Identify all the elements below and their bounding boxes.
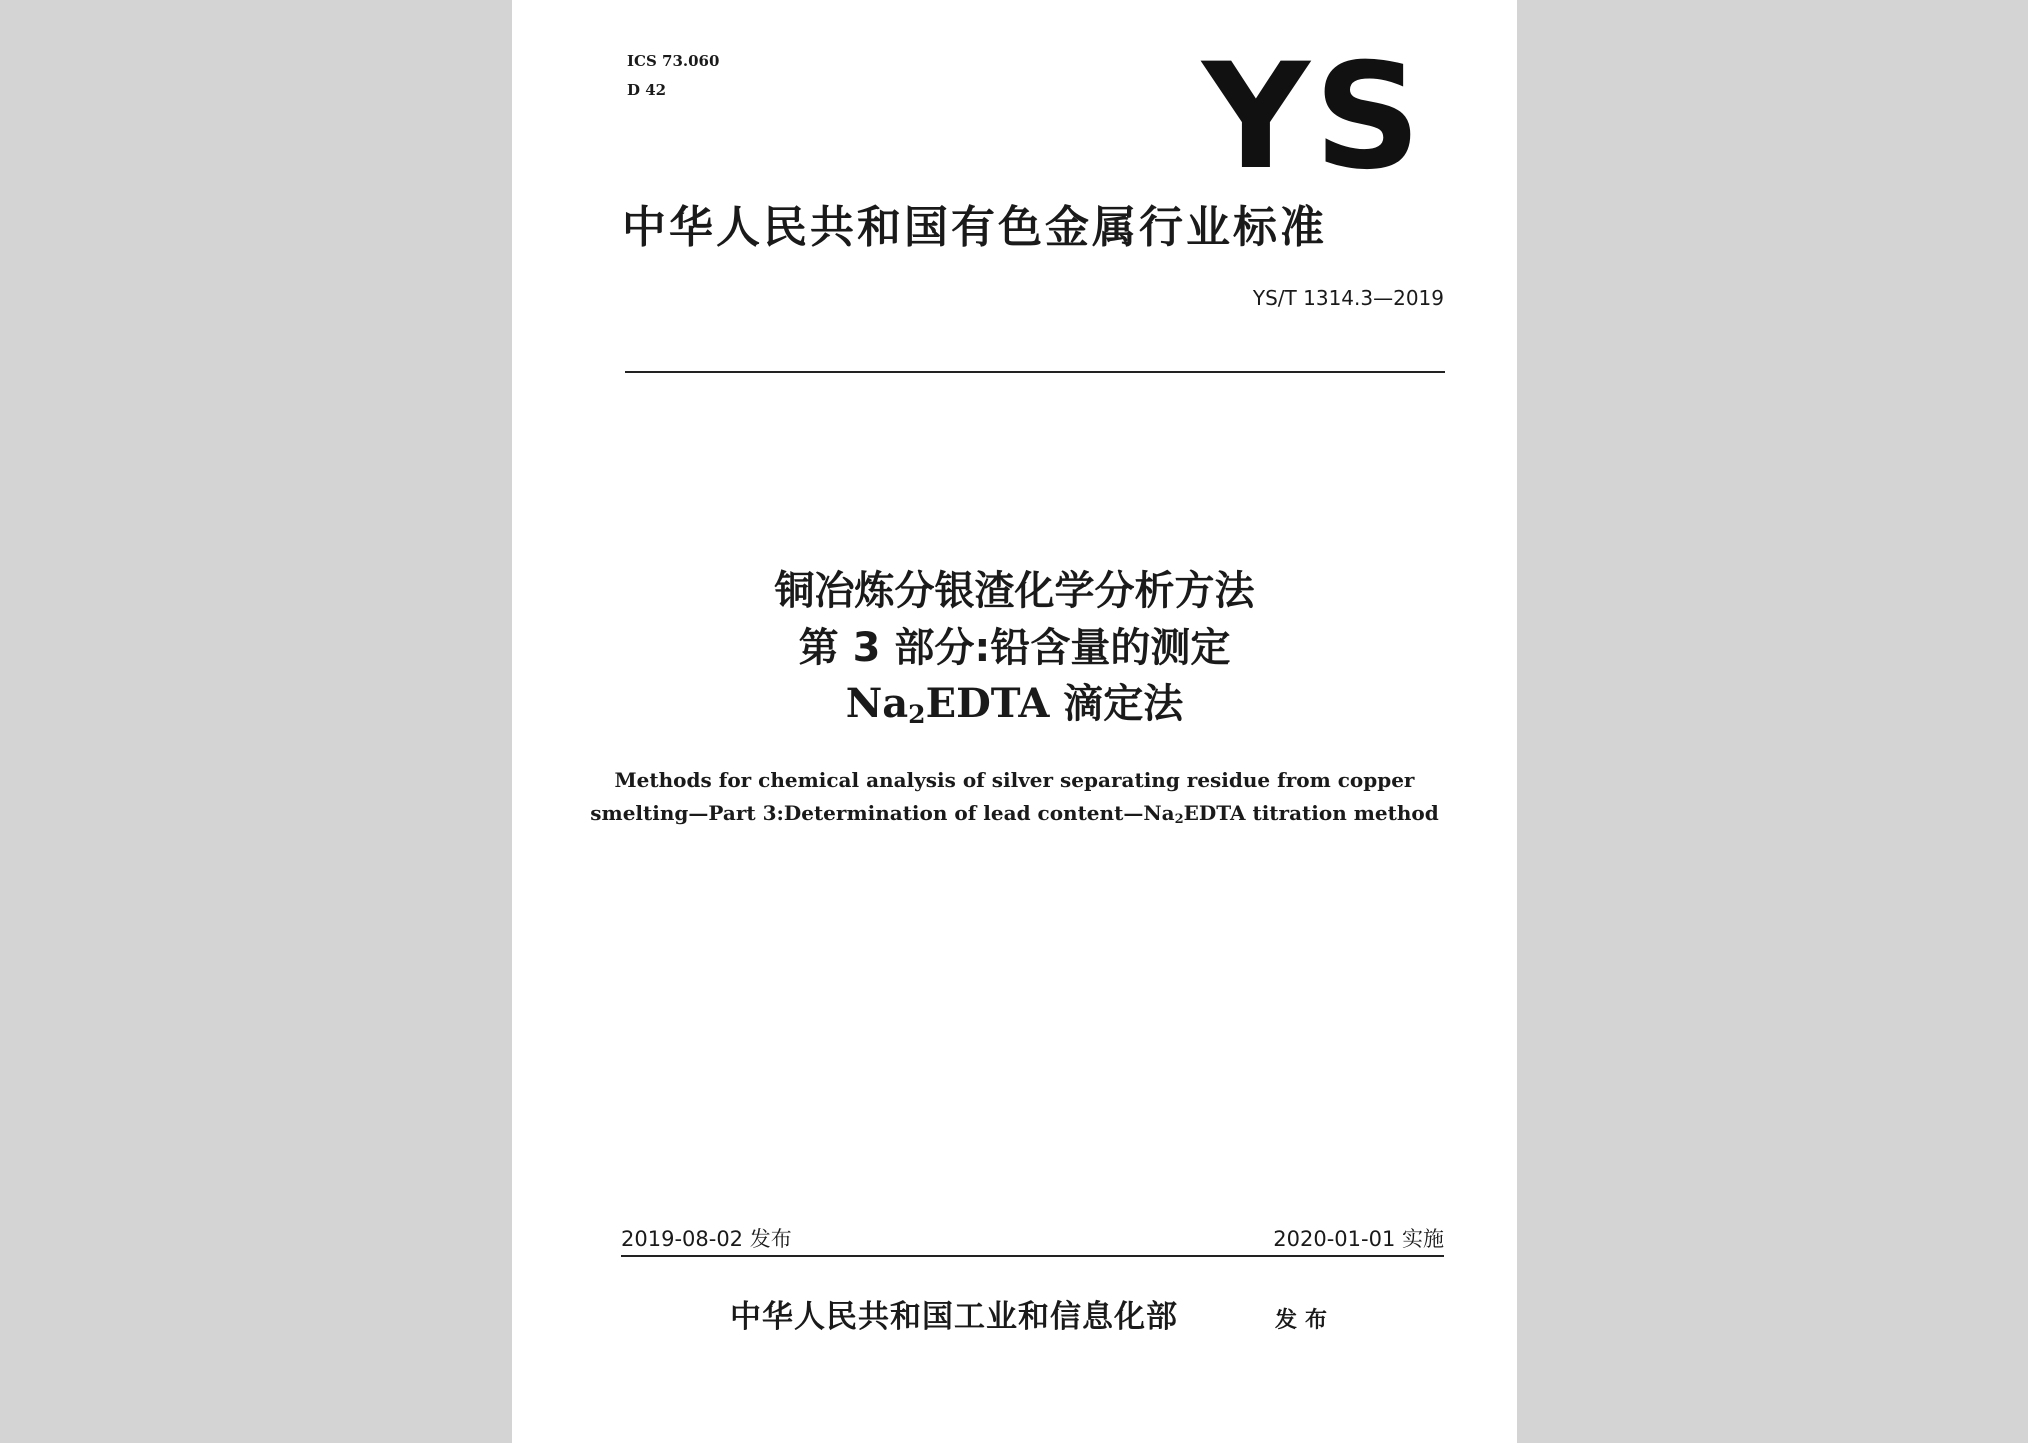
header-divider [625, 371, 1445, 373]
footer-divider [621, 1255, 1444, 1257]
industry-standard-title: 中华人民共和国有色金属行业标准 [622, 202, 1327, 253]
en-title-line2-suffix: EDTA titration method [1183, 801, 1439, 825]
en-title-line2 [512, 796, 1517, 837]
cn-title-line2: 第 3 部分:铅含量的测定 [798, 625, 1231, 671]
en-title-line2-subscript: 2 [1174, 812, 1184, 827]
ics-code: ICS 73.060 [627, 52, 720, 70]
issue-label: 发布 [1275, 1307, 1336, 1333]
ys-logo: YS [1202, 32, 1426, 202]
cn-title-line1: 铜冶炼分银渣化学分析方法 [774, 568, 1255, 614]
category-code: D 42 [627, 81, 667, 99]
cn-title-line3 [512, 676, 1517, 743]
cn-title-line3-prefix: Na [845, 680, 909, 727]
document-page [512, 0, 1517, 1443]
cn-title-line3-subscript: 2 [908, 700, 926, 729]
cn-title-line3-suffix: EDTA 滴定法 [925, 680, 1184, 727]
implement-date: 2020-01-01 实施 [1273, 1227, 1444, 1251]
issuing-authority: 中华人民共和国工业和信息化部 [730, 1299, 1178, 1335]
publish-date: 2019-08-02 发布 [621, 1227, 792, 1251]
standard-number: YS/T 1314.3—2019 [1252, 286, 1444, 310]
en-title-line1: Methods for chemical analysis of silver separating residue from copper [614, 768, 1415, 792]
en-title-line2-prefix: smelting—Part 3:Determination of lead content—Na [590, 801, 1175, 825]
